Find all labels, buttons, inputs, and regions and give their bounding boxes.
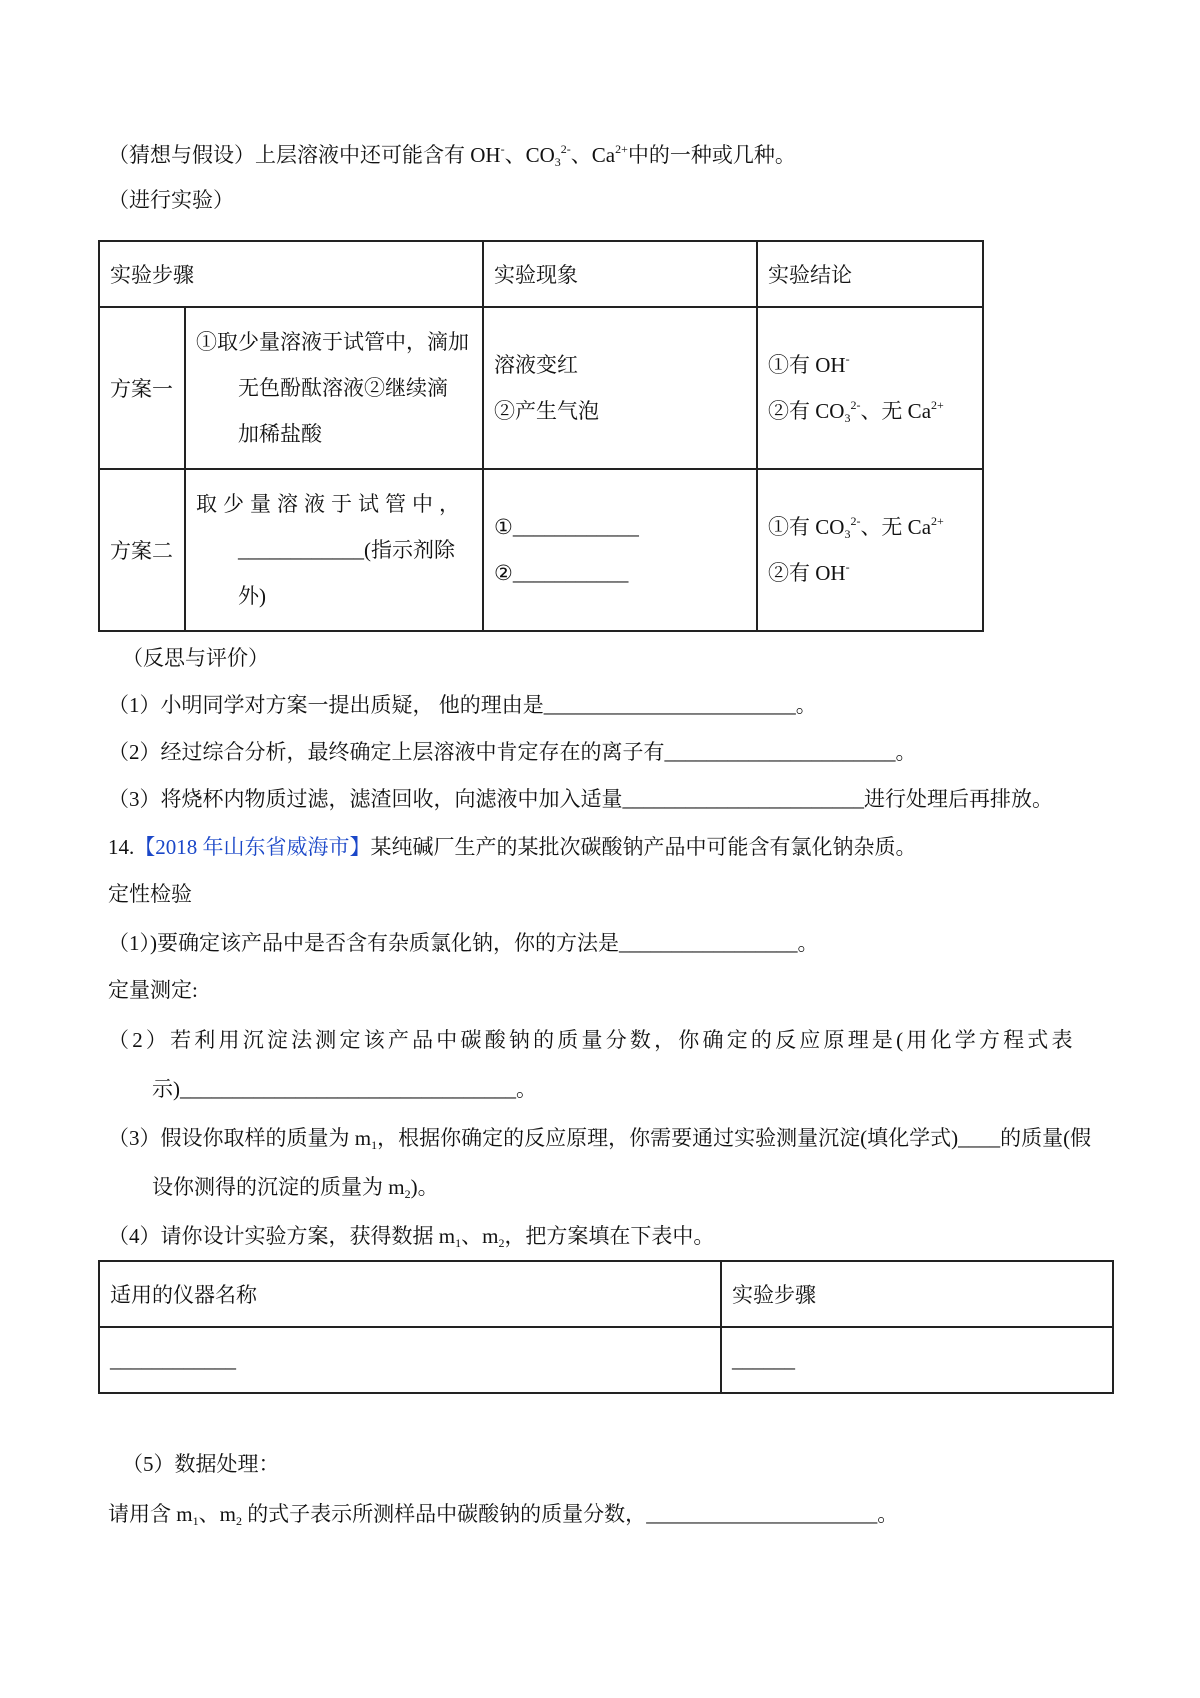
plan2-step-line: 取少量溶液于试管中， xyxy=(196,492,466,516)
plan1-phenomenon: ②产生气泡 xyxy=(494,399,599,423)
quantitative-heading: 定量测定: xyxy=(108,978,198,1002)
part4-text: 、m xyxy=(461,1224,499,1248)
part3-text: （3）假设你取样的质量为 m xyxy=(108,1126,372,1150)
part3-text: 设你测得的沉淀的质量为 m xyxy=(152,1175,405,1199)
m2-subscript: 2 xyxy=(235,1514,242,1528)
plan1-steps xyxy=(185,307,483,469)
header-steps: 实验步骤 xyxy=(721,1261,1113,1327)
plan1-name: 方案一 xyxy=(99,307,185,469)
plan2-conclusion-2 xyxy=(768,550,972,596)
header-phenomena: 实验现象 xyxy=(483,241,757,307)
hypothesis-suffix: 中的一种或几种。 xyxy=(627,143,796,167)
co3-charge: 2- xyxy=(850,514,861,528)
part3-text: ，根据你确定的反应原理，你需要通过实验测量沉淀(填化学式)____的质量(假 xyxy=(377,1126,1092,1150)
plan1-conclusion-1 xyxy=(768,342,972,388)
hypothesis-line xyxy=(108,141,796,169)
oh-charge: - xyxy=(845,560,850,574)
plan1-conclusion xyxy=(757,307,983,469)
plan2-phenomenon-blank[interactable]: ②___________ xyxy=(494,561,629,585)
oh-charge: - xyxy=(845,352,850,366)
part5-text: 、m xyxy=(198,1502,236,1526)
plan1-step-line: 加稀盐酸 xyxy=(238,422,322,446)
co3-subscript: 3 xyxy=(844,527,851,541)
plan1-phenomenon: 溶液变红 xyxy=(494,353,578,377)
plan2-steps xyxy=(185,469,483,631)
header-instruments: 适用的仪器名称 xyxy=(99,1261,721,1327)
conclusion-text: 、无 Ca xyxy=(860,515,932,539)
ca-charge: 2+ xyxy=(931,514,944,528)
m2-subscript: 2 xyxy=(498,1236,505,1250)
experiment-heading: （进行实验） xyxy=(108,188,234,212)
question-number: 14. xyxy=(108,835,135,859)
q14-part5: （5）数据处理： xyxy=(122,1452,280,1476)
plan2-conclusion xyxy=(757,469,983,631)
table-row-plan2 xyxy=(99,469,983,631)
m1-subscript: 1 xyxy=(371,1138,378,1152)
table-header-row xyxy=(99,1261,1113,1327)
m2-subscript: 2 xyxy=(404,1187,411,1201)
conclusion-text: 、无 Ca xyxy=(860,399,932,423)
answer-blank[interactable]: ______________________ xyxy=(646,1502,878,1526)
plan2-name: 方案二 xyxy=(99,469,185,631)
q14-part3-line1 xyxy=(108,1124,1091,1152)
co3-subscript: 3 xyxy=(554,155,561,169)
steps-blank[interactable]: ______ xyxy=(721,1327,1113,1393)
part3-text: )。 xyxy=(410,1175,439,1199)
plan1-step-line: ①取少量溶液于试管中，滴加 xyxy=(196,330,469,354)
conclusion-text: ②有 OH xyxy=(768,561,846,585)
plan2-phenomena xyxy=(483,469,757,631)
reflection-q3: （3）将烧杯内物质过滤，滤渣回收，向滤液中加入适量_______________________进行处理后再排放。 xyxy=(108,787,1053,811)
co3-charge: 2- xyxy=(850,398,861,412)
q14-part2-line2: 示)________________________________。 xyxy=(152,1077,537,1101)
experiment-table xyxy=(98,240,984,632)
instruments-blank[interactable]: ____________ xyxy=(99,1327,721,1393)
plan2-phenomenon-blank[interactable]: ①____________ xyxy=(494,515,639,539)
reflection-q1: （1）小明同学对方案一提出质疑， 他的理由是________________________。 xyxy=(108,693,817,717)
plan1-step-line: 无色酚酞溶液②继续滴 xyxy=(238,376,448,400)
question-intro: 某纯碱厂生产的某批次碳酸钠产品中可能含有氯化钠杂质。 xyxy=(370,835,917,859)
co3-charge: 2- xyxy=(560,142,571,156)
reflection-q2: （2）经过综合分析，最终确定上层溶液中肯定存在的离子有______________________。 xyxy=(108,740,917,764)
part5-text: 的式子表示所测样品中碳酸钠的质量分数， xyxy=(241,1502,647,1526)
oh-charge: - xyxy=(500,142,505,156)
part5-text: 。 xyxy=(877,1502,899,1526)
co3-subscript: 3 xyxy=(844,411,851,425)
plan1-conclusion-2 xyxy=(768,388,972,434)
plan2-conclusion-1 xyxy=(768,504,972,550)
ca-charge: 2+ xyxy=(615,142,628,156)
table-row xyxy=(99,1327,1113,1393)
qualitative-heading: 定性检验 xyxy=(108,882,192,906)
plan2-step-line: 外) xyxy=(238,584,266,608)
header-steps: 实验步骤 xyxy=(99,241,483,307)
plan-table xyxy=(98,1260,1114,1394)
part5-text: 请用含 m xyxy=(108,1502,193,1526)
ca-charge: 2+ xyxy=(931,398,944,412)
m1-subscript: 1 xyxy=(192,1514,199,1528)
header-conclusion: 实验结论 xyxy=(757,241,983,307)
reflection-heading: （反思与评价） xyxy=(122,646,269,670)
q14-part4 xyxy=(108,1222,714,1250)
hypothesis-text-ca: 、Ca xyxy=(570,143,616,167)
q14-part2-line1: （2）若利用沉淀法测定该产品中碳酸钠的质量分数，你确定的反应原理是(用化学方程式表 xyxy=(108,1028,1076,1052)
q14-part5-line2 xyxy=(108,1500,898,1528)
conclusion-text: ①有 CO xyxy=(768,515,845,539)
table-row-plan1 xyxy=(99,307,983,469)
hypothesis-text-co: 、CO xyxy=(504,143,555,167)
conclusion-text: ②有 CO xyxy=(768,399,845,423)
plan2-step-blank[interactable]: ____________(指示剂除 xyxy=(238,538,455,562)
q14-part3-line2 xyxy=(152,1173,439,1201)
hypothesis-text: （猜想与假设）上层溶液中还可能含有 OH xyxy=(108,143,501,167)
q14-header xyxy=(108,833,917,861)
part4-text: ，把方案填在下表中。 xyxy=(504,1224,715,1248)
table-header-row xyxy=(99,241,983,307)
part4-text: （4）请你设计实验方案，获得数据 m xyxy=(108,1224,456,1248)
plan1-phenomena xyxy=(483,307,757,469)
question-source: 【2018 年山东省威海市】 xyxy=(134,835,371,859)
q14-part1: （1）)要确定该产品中是否含有杂质氯化钠，你的方法是_________________。 xyxy=(108,931,819,955)
conclusion-text: ①有 OH xyxy=(768,353,846,377)
m1-subscript: 1 xyxy=(455,1236,462,1250)
